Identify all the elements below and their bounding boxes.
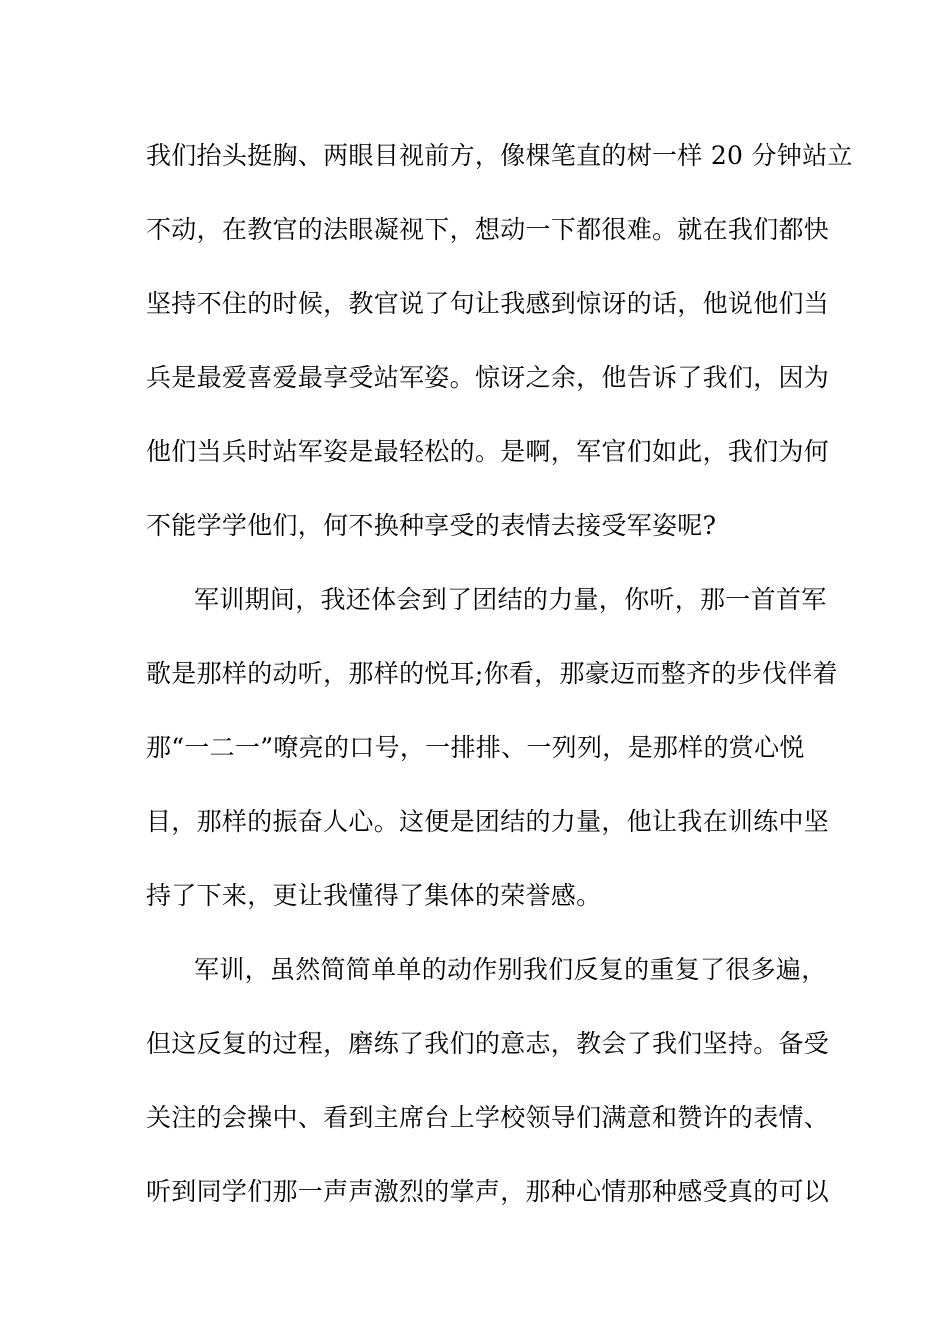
- text-line: 不能学学他们，何不换种享受的表情去接受军姿呢?: [146, 511, 717, 540]
- text-line: 兵是最爱喜爱最享受站军姿。惊讶之余，他告诉了我们，因为: [146, 363, 830, 392]
- text-line: 目，那样的振奋人心。这便是团结的力量，他让我在训练中坚: [146, 807, 830, 836]
- text-line: 那“一二一”嘹亮的口号，一排排、一列列，是那样的赏心悦: [146, 733, 805, 762]
- text-line: 不动，在教官的法眼凝视下，想动一下都很难。就在我们都快: [146, 215, 830, 244]
- text-line: 坚持不住的时候，教官说了句让我感到惊讶的话，他说他们当: [146, 289, 830, 318]
- text-line: 听到同学们那一声声激烈的掌声，那种心情那种感受真的可以: [146, 1177, 830, 1206]
- text-line: 军训期间，我还体会到了团结的力量，你听，那一首首军: [194, 585, 827, 614]
- text-line: 歌是那样的动听，那样的悦耳;你看，那豪迈而整齐的步伐伴着: [146, 659, 838, 688]
- text-line: 军训，虽然简简单单的动作别我们反复的重复了很多遍，: [194, 955, 827, 984]
- text-line: 我们抬头挺胸、两眼目视前方，像棵笔直的树一样 20 分钟站立: [146, 141, 853, 170]
- text-line: 但这反复的过程，磨练了我们的意志，教会了我们坚持。备受: [146, 1029, 830, 1058]
- text-line: 关注的会操中、看到主席台上学校领导们满意和赞许的表情、: [146, 1103, 830, 1132]
- text-line: 他们当兵时站军姿是最轻松的。是啊，军官们如此，我们为何: [146, 437, 830, 466]
- text-line: 持了下来，更让我懂得了集体的荣誉感。: [146, 881, 602, 910]
